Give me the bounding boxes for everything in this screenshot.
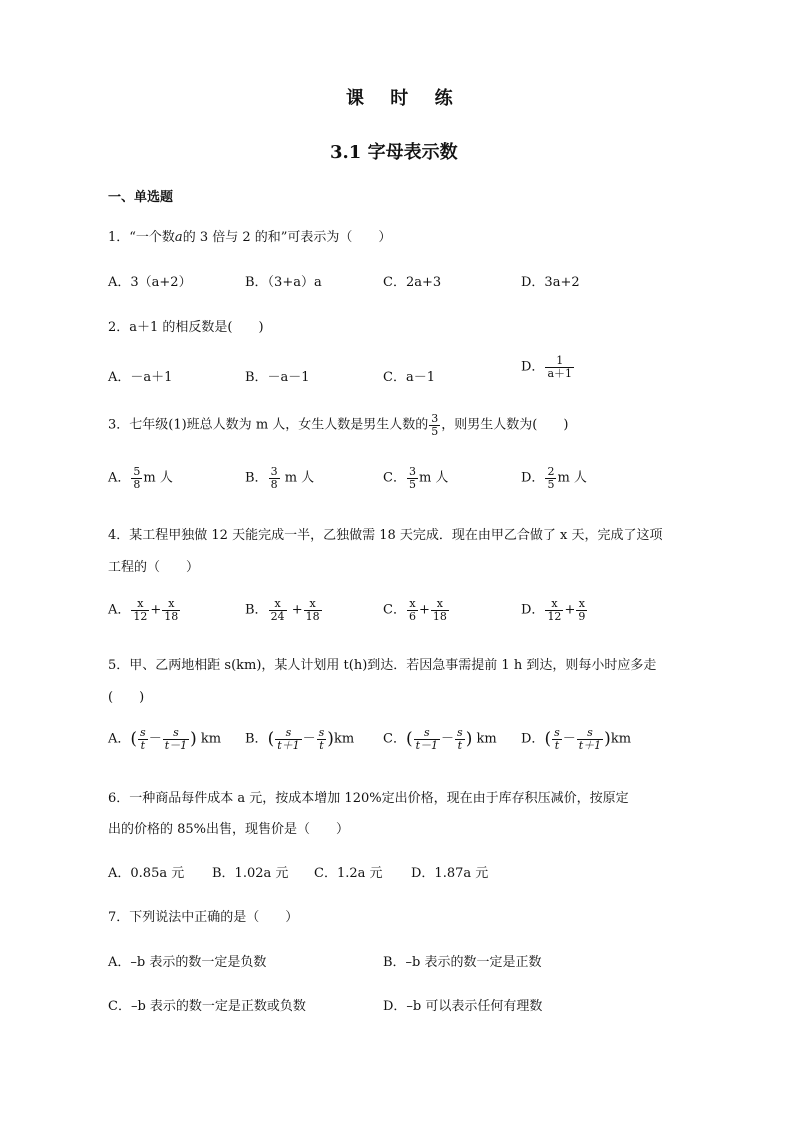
- fraction: $\frac{1}{a+1}$: [547, 354, 572, 380]
- question-2-stem: 2．a＋1 的相反数是( ): [108, 320, 264, 335]
- q3-option-d[interactable]: D． $\frac{2}{5}$ m 人: [521, 465, 587, 491]
- question-5-stem-line2: ( ): [108, 690, 145, 705]
- q1-option-a[interactable]: A．3（a+2）: [108, 275, 192, 290]
- section-heading: 一、单选题: [108, 190, 174, 205]
- q7-option-d[interactable]: D．–b 可以表示任何有理数: [383, 999, 543, 1014]
- q2-option-a[interactable]: A．－a＋1: [108, 370, 173, 385]
- question-6-stem-line1: 6．一种商品每件成本 a 元，按成本增加 120%定出价格，现在由于库存积压减价，按原定: [108, 791, 629, 806]
- title-char: 练: [434, 88, 453, 109]
- q2-option-d[interactable]: D． $\frac{1}{a+1}$: [521, 354, 572, 380]
- q6-option-b[interactable]: B．1.02a 元: [212, 866, 289, 881]
- q7-option-c[interactable]: C．–b 表示的数一定是正数或负数: [108, 999, 306, 1014]
- title-char: 课: [346, 88, 364, 109]
- q5-option-a[interactable]: A．( $\frac{s}{t}$ － $\frac{s}{t-1}$ ) km: [108, 726, 222, 752]
- page-subtitle: 3.1 字母表示数: [330, 142, 458, 163]
- question-7-stem: 7．下列说法中正确的是（ ）: [108, 910, 299, 925]
- q3-option-c[interactable]: C． $\frac{3}{5}$ m 人: [383, 465, 449, 491]
- question-3-stem: 3．七年级(1)班总人数为 m 人，女生人数是男生人数的 $\frac{3}{5}$ ，则男生人数为( ): [108, 412, 569, 438]
- q6-option-d[interactable]: D．1.87a 元: [411, 866, 489, 881]
- fraction: $\frac{3}{5}$: [408, 465, 416, 491]
- q6-option-a[interactable]: A．0.85a 元: [108, 866, 185, 881]
- fraction: $\frac{3}{8}$: [270, 465, 278, 491]
- q5-option-b[interactable]: B．( $\frac{s}{t+1}$ － $\frac{s}{t}$ )km: [245, 726, 355, 752]
- question-4-stem-line1: 4．某工程甲独做 12 天能完成一半，乙独做需 18 天完成．现在由甲乙合做了 x 天，完成了这项: [108, 528, 663, 543]
- q2-option-c[interactable]: C．a－1: [383, 370, 435, 385]
- q3-option-a[interactable]: A． $\frac{5}{8}$ m 人: [108, 465, 173, 491]
- q4-option-b[interactable]: B． $\frac{x}{24}$ + $\frac{x}{18}$: [245, 597, 320, 623]
- question-1-stem: 1．“一个数a的 3 倍与 2 的和”可表示为（ ）: [108, 230, 392, 245]
- q4-option-c[interactable]: C． $\frac{x}{6}$ + $\frac{x}{18}$: [383, 597, 447, 623]
- q2-option-b[interactable]: B．－a－1: [245, 370, 310, 385]
- question-5-stem-line1: 5．甲、乙两地相距 s(km)，某人计划用 t(h)到达．若因急事需提前 1 h 到达，则每小时应多走: [108, 658, 657, 673]
- title-char: 时: [390, 88, 409, 109]
- q1-option-d[interactable]: D．3a+2: [521, 275, 580, 290]
- q4-option-a[interactable]: A． $\frac{x}{12}$ + $\frac{x}{18}$: [108, 597, 179, 623]
- q5-option-c[interactable]: C．( $\frac{s}{t-1}$ － $\frac{s}{t}$ ) km: [383, 726, 497, 752]
- question-4-stem-line2: 工程的（ ）: [108, 560, 200, 575]
- q3-option-b[interactable]: B． $\frac{3}{8}$ m 人: [245, 465, 315, 491]
- question-6-stem-line2: 出的价格的 85%出售，现售价是（ ）: [108, 822, 350, 837]
- fraction: $\frac{3}{5}$: [431, 412, 439, 438]
- fraction: $\frac{5}{8}$: [133, 465, 141, 491]
- q4-option-d[interactable]: D． $\frac{x}{12}$ + $\frac{x}{9}$: [521, 597, 586, 623]
- q5-option-d[interactable]: D．( $\frac{s}{t}$ － $\frac{s}{t+1}$ )km: [521, 726, 632, 752]
- q7-option-b[interactable]: B．–b 表示的数一定是正数: [383, 955, 542, 970]
- q6-option-c[interactable]: C．1.2a 元: [314, 866, 383, 881]
- page-title: [336, 84, 463, 110]
- q1-option-c[interactable]: C．2a+3: [383, 275, 442, 290]
- fraction: $\frac{2}{5}$: [547, 465, 555, 491]
- q7-option-a[interactable]: A．–b 表示的数一定是负数: [108, 955, 267, 970]
- q1-option-b[interactable]: B．（3+a）a: [245, 275, 322, 290]
